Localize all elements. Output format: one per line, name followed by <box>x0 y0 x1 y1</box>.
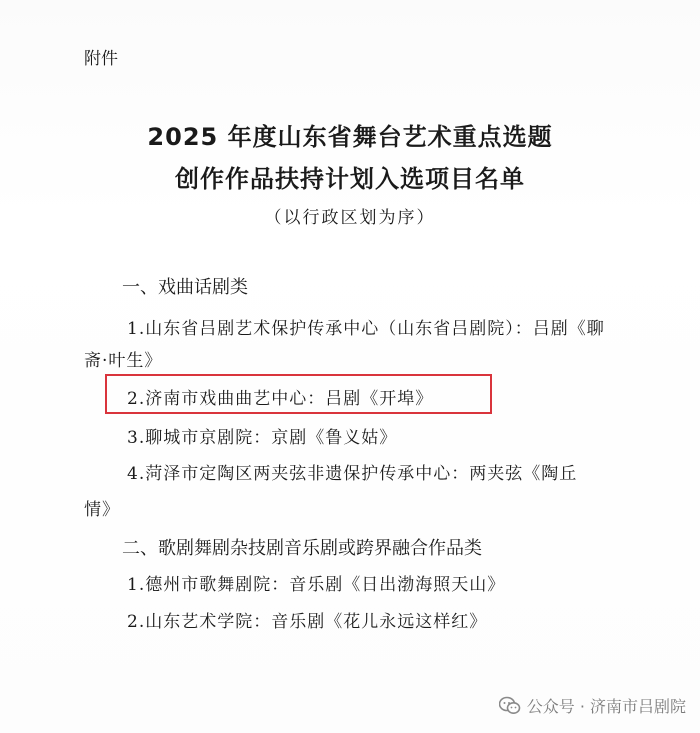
list-item-5: 1.德州市歌舞剧院：音乐剧《日出渤海照天山》 <box>127 575 506 595</box>
list-item-1-line-2: 斋·叶生》 <box>84 351 163 371</box>
watermark <box>499 694 686 717</box>
attachment-label: 附件 <box>84 49 118 69</box>
list-item-6: 2.山东艺术学院：音乐剧《花儿永远这样红》 <box>127 612 488 632</box>
list-item-2-highlighted: 2.济南市戏曲曲艺中心：吕剧《开埠》 <box>127 389 434 409</box>
section-heading-opera-dance-musical: 二、歌剧舞剧杂技剧音乐剧或跨界融合作品类 <box>122 538 482 559</box>
list-item-4-line-1: 4.菏泽市定陶区两夹弦非遗保护传承中心：两夹弦《陶丘 <box>127 464 578 484</box>
section-heading-opera-drama: 一、戏曲话剧类 <box>122 277 248 298</box>
title-line-1: 2025 年度山东省舞台艺术重点选题 <box>147 123 553 151</box>
watermark-text: 公众号 · 济南市吕剧院 <box>526 697 686 716</box>
wechat-official-account-icon <box>499 696 521 716</box>
title-line-2: 创作作品扶持计划入选项目名单 <box>175 165 525 193</box>
list-item-4-line-2: 情》 <box>84 500 120 520</box>
subtitle: （以行政区划为序） <box>264 208 436 228</box>
list-item-1-line-1: 1.山东省吕剧艺术保护传承中心（山东省吕剧院）：吕剧《聊 <box>127 319 605 339</box>
list-item-3: 3.聊城市京剧院：京剧《鲁义姑》 <box>127 428 398 448</box>
